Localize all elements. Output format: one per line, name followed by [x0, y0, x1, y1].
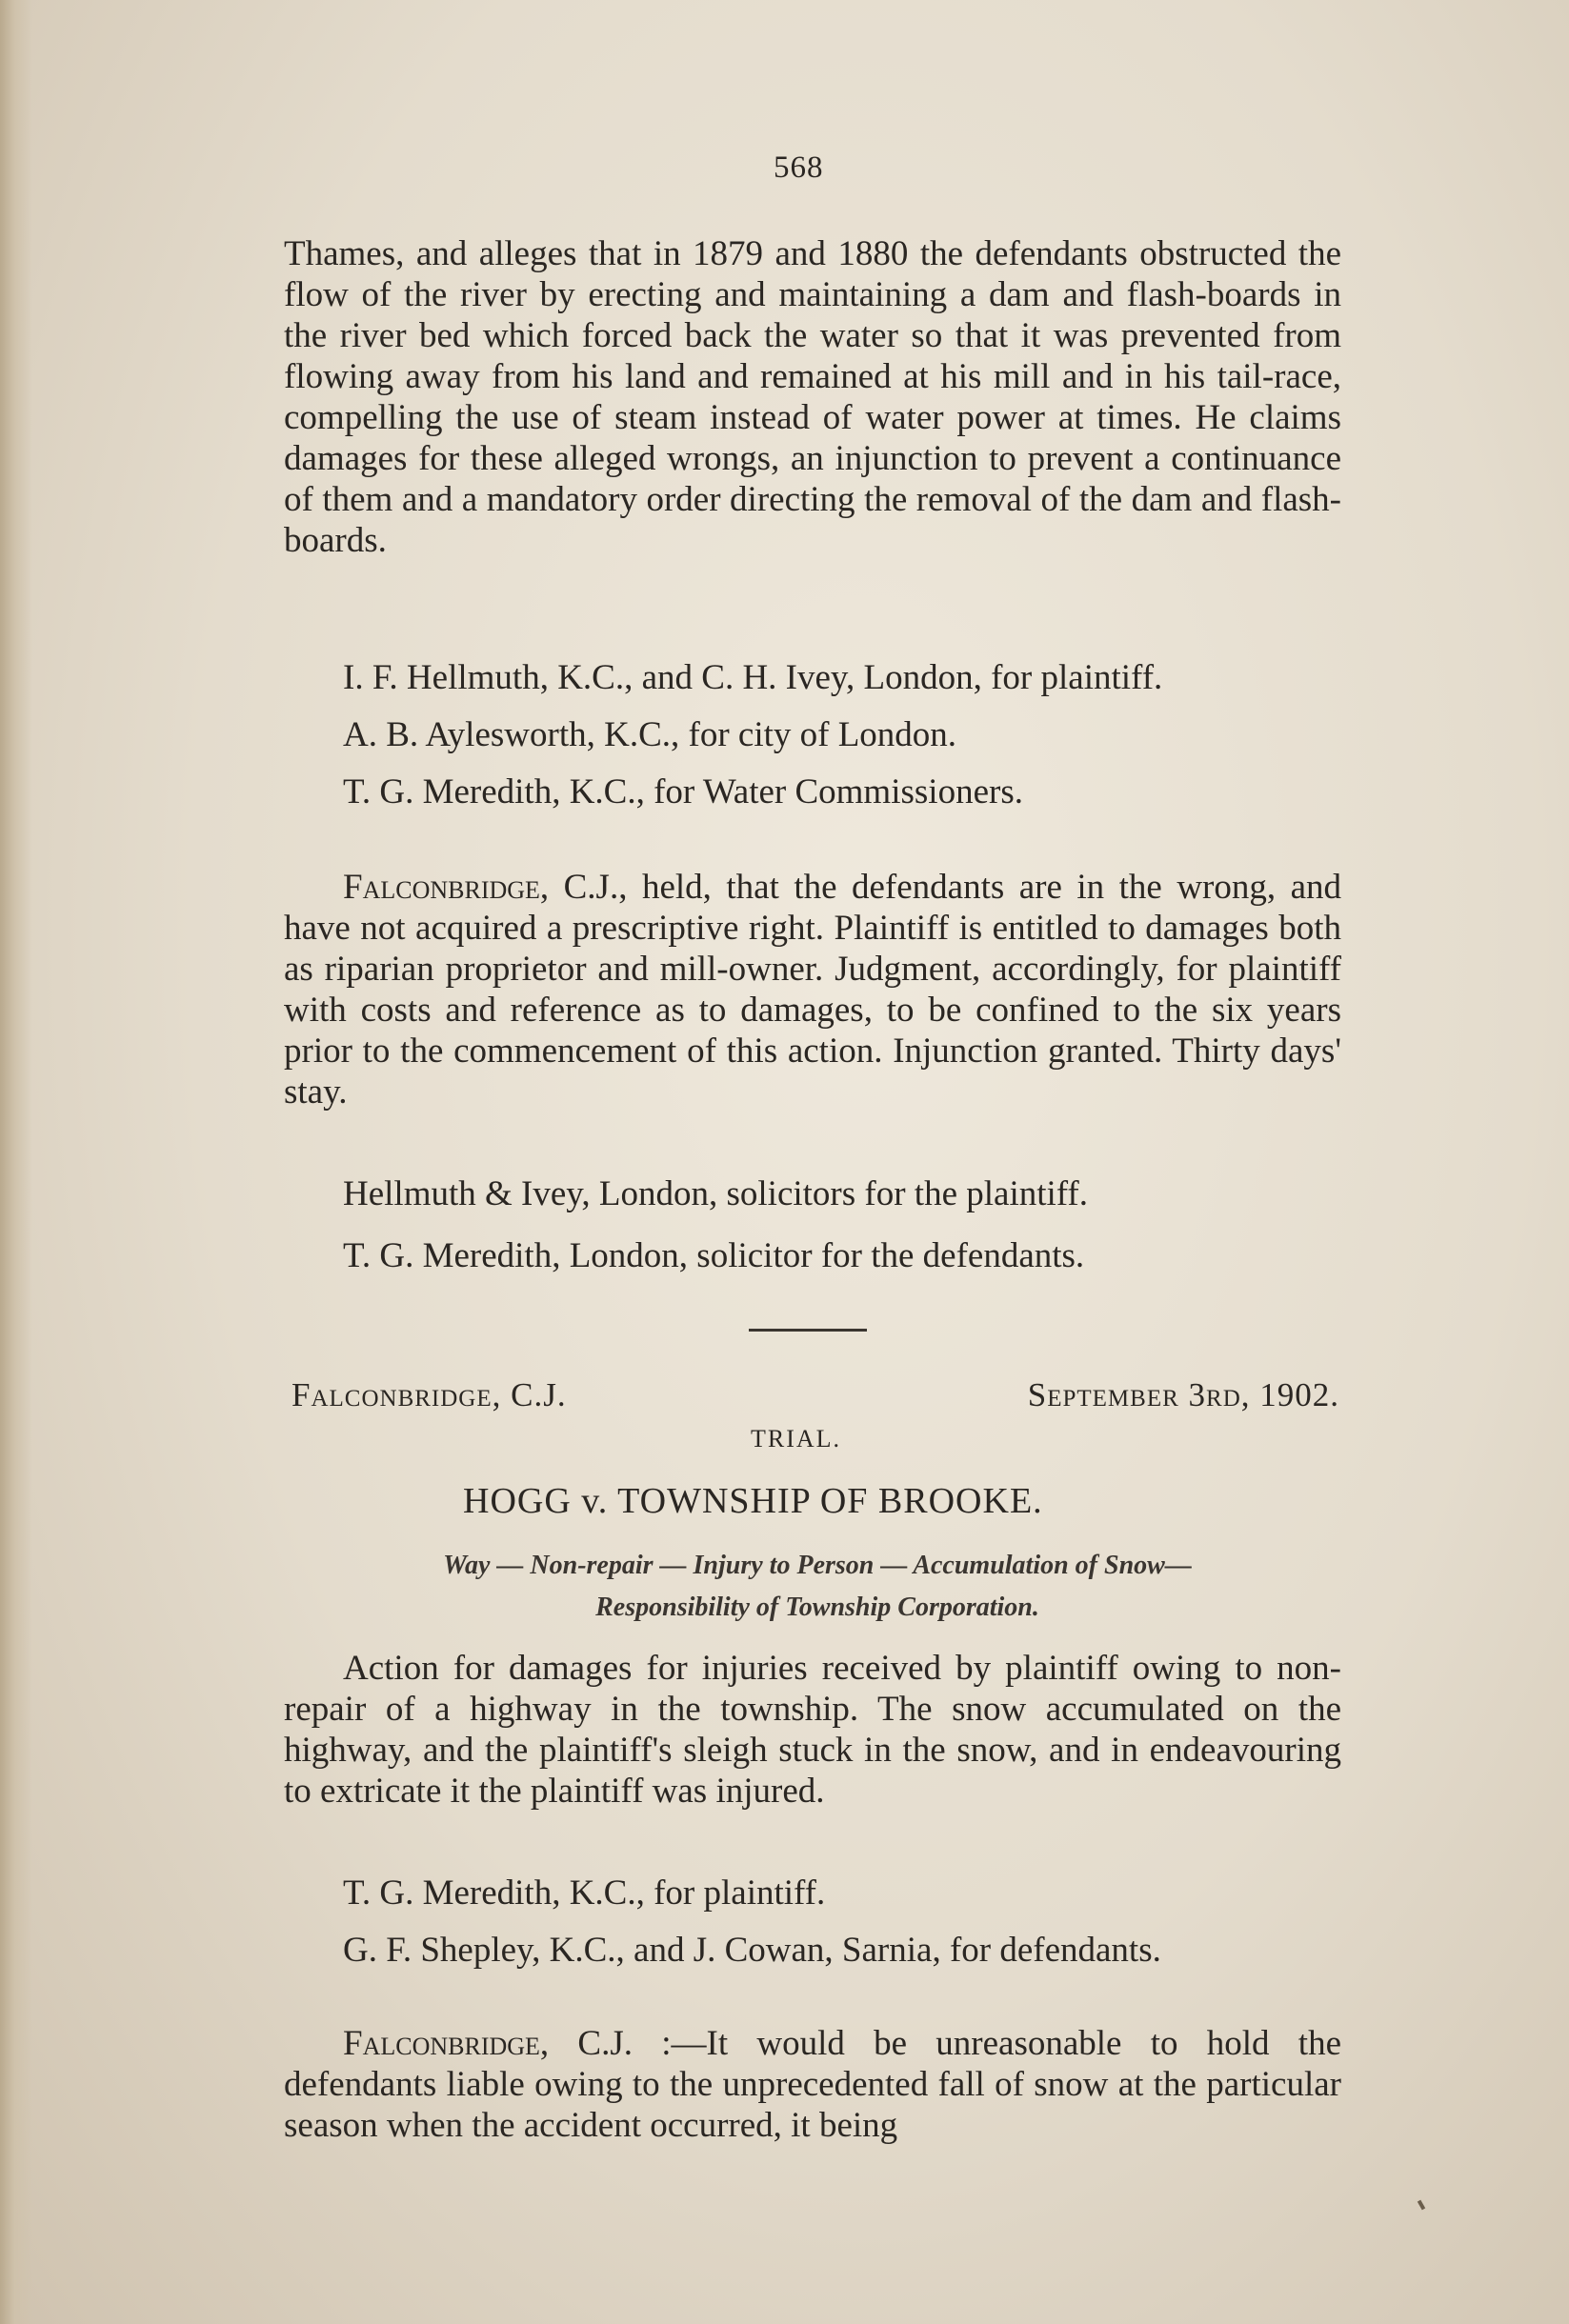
counsel-line: A. B. Aylesworth, K.C., for city of London. [343, 715, 957, 754]
headnote-line: Way — Non-repair — Injury to Person — Accumulation of Snow— [443, 1551, 1192, 1580]
first-case-solicitors [284, 1173, 1341, 1276]
first-case-facts [284, 233, 1341, 561]
trial-label: TRIAL. [751, 1425, 842, 1452]
judgment-paragraph [284, 867, 1341, 1112]
judge-name: Falconbridge, C.J. [343, 2024, 633, 2063]
judgment-text: held, that the defendants are in the wrong, and have not acquired a prescriptive right. Plaintiff is entitled to damages both as riparian proprietor and mill-owner. Judgment, accordingly, for plaintiff with costs and reference as to damages, to be confined to the six years prior to the commencement of this action. Injunction granted. Thirty days' stay. [284, 868, 1342, 1112]
solicitor-line: T. G. Meredith, London, solicitor for the defendants. [343, 1236, 1085, 1275]
counsel-line: T. G. Meredith, K.C., for plaintiff. [343, 1873, 826, 1913]
headnote [292, 1545, 1343, 1629]
statement-paragraph: Action for damages for injuries received by plaintiff owing to non-repair of a highway in the township. The snow accumulated on the highway, and the plaintiff's sleigh stuck in the snow, and in endeavouring to extricate it the plaintiff was injured. [284, 1649, 1341, 1811]
first-case-judgment [284, 867, 1341, 1112]
case-title: HOGG v. TOWNSHIP OF BROOKE. [463, 1481, 1043, 1521]
counsel-line: T. G. Meredith, K.C., for Water Commissioners. [343, 772, 1023, 811]
case-date: September 3rd, 1902. [1027, 1376, 1339, 1413]
second-case-statement [284, 1648, 1341, 1812]
page-number: 568 [774, 150, 824, 185]
counsel-line: I. F. Hellmuth, K.C., and C. H. Ivey, London, for plaintiff. [343, 658, 1163, 697]
facts-paragraph: Thames, and alleges that in 1879 and 1880 the defendants obstructed the flow of the river by erecting and maintaining a dam and flash-boards in the river bed which forced back the water so that it was prevented from flowing away from his land and remained at his mill and in his tail-race, compelling the use of steam instead of water power at times. He claims damages for these alleged wrongs, an injunction to prevent a continuance of them and a mandatory order directing the removal of the dam and flash-boards. [284, 234, 1341, 560]
section-divider [749, 1329, 867, 1332]
second-case-judgment [284, 2023, 1341, 2146]
headnote-line: Responsibility of Township Corporation. [595, 1593, 1039, 1622]
case-judge: Falconbridge, C.J. [292, 1376, 567, 1413]
book-gutter [0, 0, 32, 2324]
judgment-text: :—It would be unreasonable to hold the defendants liable owing to the unprecedented fall of snow at the particular season when the accident occurred, it being [284, 2024, 1341, 2145]
counsel-line: G. F. Shepley, K.C., and J. Cowan, Sarnia, for defendants. [343, 1931, 1161, 1970]
solicitor-line: Hellmuth & Ivey, London, solicitors for the plaintiff. [343, 1174, 1089, 1213]
first-case-counsel [284, 657, 1341, 812]
judge-name: Falconbridge, C.J., [343, 868, 628, 907]
second-case-counsel [284, 1873, 1341, 1971]
judgment-paragraph [284, 2023, 1341, 2146]
